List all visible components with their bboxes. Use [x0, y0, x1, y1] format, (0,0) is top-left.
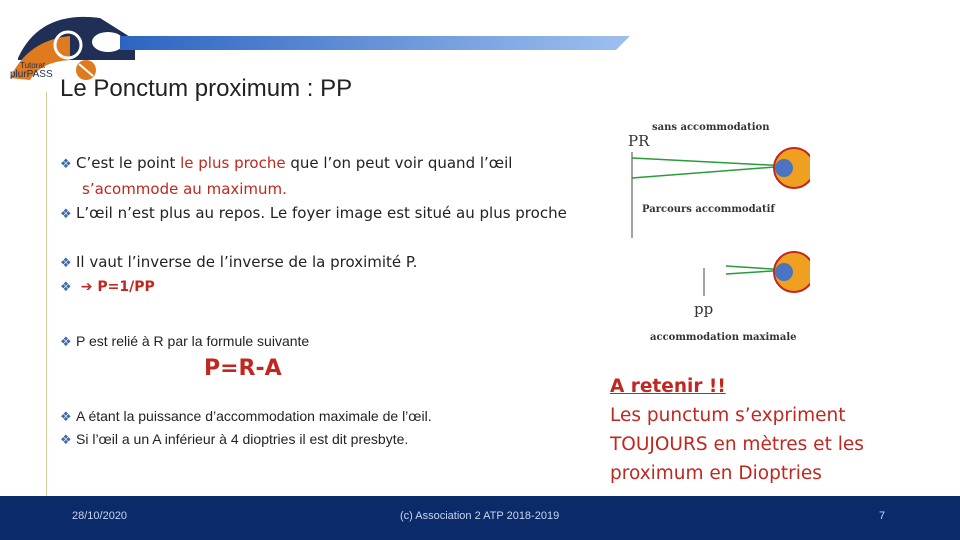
diamond-bullet-icon: ❖ — [60, 256, 72, 271]
bullet-1-continuation: s’acommode au maximum. — [82, 180, 287, 198]
bullet-7-text: Si l’œil a un A inférieur à 4 dioptries il est dit presbyte. — [76, 431, 409, 447]
bullet-2 — [60, 202, 567, 226]
bullet-4 — [60, 275, 155, 299]
bullet-6-text: A étant la puissance d’accommodation maximale de l’œil. — [76, 408, 432, 424]
diamond-bullet-icon: ❖ — [60, 157, 72, 172]
bullet-1-highlight: le plus proche — [180, 154, 286, 172]
eye-accommodation-diagram — [618, 118, 810, 348]
bullet-1-text-a: C’est le point — [76, 154, 181, 172]
footer-date: 28/10/2020 — [72, 510, 128, 522]
formula: P=R-A — [204, 356, 282, 381]
header-bar — [120, 36, 630, 50]
footer-copyright: (c) Association 2 ATP 2018-2019 — [400, 510, 560, 522]
diamond-bullet-icon: ❖ — [60, 334, 72, 349]
bullet-7 — [60, 428, 408, 451]
page-number: 7 — [879, 510, 886, 522]
bullet-5 — [60, 330, 309, 353]
takeaway-line-3: proximum en Dioptries — [610, 463, 822, 484]
takeaway-heading: A retenir !! — [610, 376, 726, 397]
diamond-bullet-icon: ❖ — [60, 280, 72, 295]
bullet-3-text: Il vaut l’inverse de l’inverse de la proximité P. — [76, 253, 418, 271]
takeaway-line-1: Les punctum s’expriment — [610, 405, 846, 426]
logo-text-2: plurPASS — [10, 69, 53, 80]
takeaway-line-2: TOUJOURS en mètres et les — [610, 434, 864, 455]
diagram-label-top: sans accommodation — [652, 122, 770, 133]
slide-footer — [0, 496, 960, 540]
eye-accommodated-icon — [774, 252, 810, 292]
diamond-bullet-icon: ❖ — [60, 432, 72, 447]
logo-text-1: Tutorat — [20, 61, 46, 70]
key-takeaway-box — [610, 372, 940, 488]
diamond-bullet-icon: ❖ — [60, 207, 72, 222]
bullet-1-text-b: que l’on peut voir quand l’œil — [285, 154, 513, 172]
bullet-6 — [60, 405, 432, 428]
left-rule — [46, 92, 47, 496]
slide-title: Le Ponctum proximum : PP — [60, 75, 353, 102]
bullet-3 — [60, 251, 417, 275]
bullet-5-text: P est relié à R par la formule suivante — [76, 333, 310, 349]
bullet-1 — [60, 152, 512, 176]
bullet-4-formula: ➔ P=1/PP — [80, 279, 155, 295]
diagram-label-mid: Parcours accommodatif — [642, 204, 775, 215]
bullet-2-text: L’œil n’est plus au repos. Le foyer image est situé au plus proche — [76, 204, 567, 222]
eye-relaxed-icon — [774, 148, 810, 188]
diagram-label-pp: pp — [694, 300, 714, 318]
diagram-label-bottom: accommodation maximale — [650, 332, 797, 343]
diamond-bullet-icon: ❖ — [60, 409, 72, 424]
diagram-label-pr: PR — [628, 132, 650, 150]
